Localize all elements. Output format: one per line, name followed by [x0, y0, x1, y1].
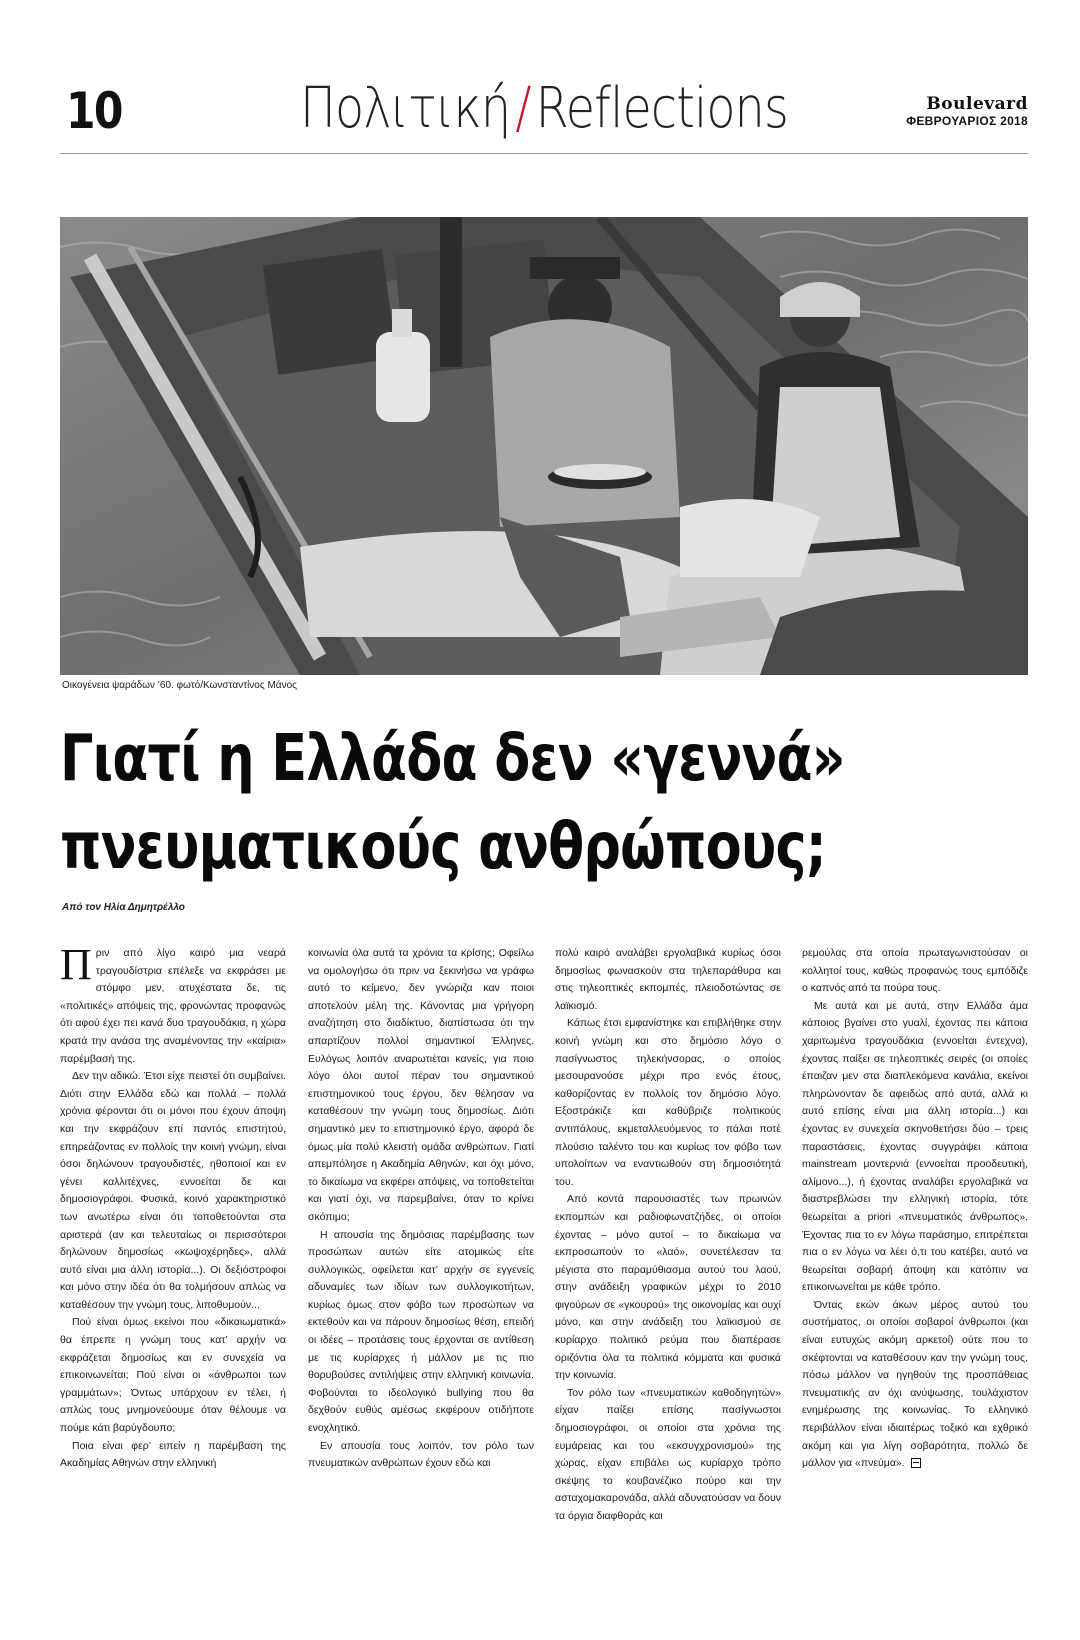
section-title-left: Πολιτική	[300, 76, 511, 141]
masthead	[906, 96, 1028, 127]
headline-line-1: Γιατί η Ελλάδα δεν «γεννά»	[60, 722, 845, 796]
paragraph: πολύ καιρό αναλάβει εργολαβικά κυρίως όσοι δημοσίως φωνασκούν στα τηλεπαράθυρα και στις τηλεοπτικές εκπομπές, πλειοδοτώντας σε λαϊκισμό.	[555, 947, 781, 1012]
photo-caption: Οικογένεια ψαράδων ’60. φωτό/Κωνσταντίνος Μάνος	[62, 680, 297, 691]
page-header	[60, 72, 1028, 152]
paragraph: Πού είναι όμως εκείνοι που «δικαιωματικά» θα έπρεπε η γνώμη τους κατ’ αρχήν να εκφράζεται δημοσίως και εν συνεχεία να επικοινωνείται; Πού είναι οι «άνθρωποι των γραμμάτων»; Όντως υπάρχουν εν τέλει, ή απλώς τους μνημονεύουμε όταν θέλουμε να πούμε κάτι βαρύγδουπο;	[60, 1316, 286, 1435]
paragraph: κοινωνία όλα αυτά τα χρόνια τα κρίσης; Οφείλω να ομολογήσω ότι πριν να ξεκινήσω να γράφω αυτό το κείμενο, δεν γνώριζα καν ποιοι αποτελούν μέλη της. Κάνοντας μια γρήγορη αναζήτηση στο διαδίκτυο, διαπίστωσα ότι την απαρτίζουν πολλοί σημαντικοί Έλληνες. Ευλόγως λοιπόν αναρωτιέται κανείς, για ποιο λόγο όλοι αυτοί πέραν του σημαντικού επιστημονικού τους έργου, δεν θέλησαν να καταθέσουν την γνώμη τους δημοσίως. Διότι σημαντικό μεν το επιστημονικό έργο, αφορά δε όμως μία πολύ κλειστή ομάδα ανθρώπων. Γιατί απεμπόλησε η Ακαδημία Αθηνών, και όχι μόνο, το δικαίωμα να εκφέρει απόψεις, να τοποθετείται και γιατί όχι, να παρεμβαίνει, όταν το κρίνει σκόπιμο;	[308, 947, 534, 1223]
column-4	[802, 945, 1028, 1473]
masthead-brand: Boulevard	[926, 94, 1028, 114]
paragraph: Όντας εκών άκων μέρος αυτού του συστήματος, οι οποίοι σοβαροί άνθρωποι (και είναι ευτυχώς ακόμη αρκετοί) ούτε που το σκέφτονται να καταθέσουν καν την γνώμη τους, πόσω μάλλον να ηγηθούν της προσπάθειας πνευματικής αν όχι ανύψωσης, τουλάχιστον ενημέρωσης της κοινωνίας. Το ελληνικό περιβάλλον είναι ιδιαιτέρως τοξικό και εχθρικό ακόμη και για λίγη σοβαρότητα, πολλώ δε μάλλον για «πνεύμα».	[802, 1298, 1028, 1470]
paragraph: Με αυτά και με αυτά, στην Ελλάδα άμα κάποιος βγαίνει στο γυαλί, έχοντας πει κάποια χαριτωμένα τραγουδάκια (εννοείται έντεχνα), έχοντας παίξει σε τηλεοπτικές σειρές (οι οποίες έπαιζαν μεν στα διαπλεκόμενα κανάλια, εκείνοι πληρώνονταν δε αφειδώς από αυτά, αλλά κι αυτό επίσης είναι μια άλλη ιστορία...) και έχοντας εν συνεχεία σκηνοθετήσει δύο – τρεις παραστάσεις, έχοντας συγγράψει κάποια mainstream μοντερνιά (εννοείται προοδευτική, αλίμονο...), ή έχοντας αναλάβει εργολαβικά να διαστρεβλώσει την ελληνική ιστορία, τότε θεωρείται a priori «πνευματικός άνθρωπος». Έχοντας πια το εν λόγω παράσημο, επιτρέπεται πια ο εν λόγω να λέει ό,τι του κατέβει, αυτό να θεωρείται σοβαρή άποψη και κατόπιν να επικοινωνείται με κάθε τρόπο.	[802, 999, 1028, 1294]
section-separator: /	[515, 76, 531, 141]
column-1	[60, 940, 286, 1473]
section-title-right: Reflections	[535, 76, 788, 141]
end-of-article-icon	[911, 1458, 921, 1468]
paragraph: Η απουσία της δημόσιας παρέμβασης των προσώπων αυτών είτε ατομικώς είτε συλλογικώς, οφείλεται κατ’ αρχήν σε εγγενείς αδυναμίες των ιδίων των συλλογικοτήτων, κυρίως όμως στον φόβο των προσώπων να εκτεθούν και να πάρουν δημοσίως θέση, επειδή οι ιδέες – προτάσεις τους έρχονται σε αντίθεση με τις κυρίαρχες ή μάλλον με τις πιο θορυβούσες αντιλήψεις στην ελληνική κοινωνία. Φοβούνται το ιδεολογικό bullying που θα δεχθούν ευθύς αμέσως εκφέρουν οτιδήποτε ενοχλητικό.	[308, 1228, 534, 1435]
drop-cap: Π	[60, 940, 92, 989]
issue-date: ΦΕΒΡΟΥΑΡΙΟΣ 2018	[906, 114, 1028, 128]
byline: Από τον Ηλία Δημητρέλλο	[62, 902, 185, 913]
paragraph: Πριν από λίγο καιρό μια νεαρά τραγουδίστρια επέλεξε να εκφράσει με στόμφο μεν, ατυχέστατα δε, τις «πολιτικές» απόψεις της, φρονώντας προφανώς ότι αφού έχει πει κανά δυο τραγουδάκια, η χώρα κρατά την ανάσα της αναμένοντας την «καίρια» παρέμβασή της.	[60, 940, 286, 1065]
paragraph: Από κοντά παρουσιαστές των πρωινών εκπομπών και ραδιοφωνατζήδες, οι οποίοι έχοντας – μόνο αυτοί – το δικαίωμα να εκπροσωπούν το «λαό», συνετέλεσαν τα μέγιστα στο παραμύθιασμα αυτού του λαού, στην ανάδειξη γραφικών μέχρι το 2010 φιγούρων σε «γκουρού» της οικονομίας και ουχί μόνο, και στην ανάδειξη του λαϊκισμού σε κυρίαρχο πολιτικό ρεύμα που διαπέρασε οριζόντια όλα τα πολιτικά κόμματα και φυσικά την κοινωνία.	[555, 1193, 781, 1382]
headline-line-2: πνευματικούς ανθρώπους;	[60, 810, 826, 884]
paragraph: Εν απουσία τους λοιπόν, τον ρόλο των πνευματικών ανθρώπων έχουν εδώ και	[308, 1439, 534, 1470]
section-title	[300, 76, 788, 141]
paragraph: Δεν την αδικώ. Έτσι είχε πειστεί ότι συμβαίνει. Διότι στην Ελλάδα εδώ και πολλά – πολλά χρόνια φέρονται ότι οι μόνοι που έχουν άποψη και την εκφράζουν επί παντός επιστητού, επηρεάζοντας εν πολλοίς την κοινή γνώμη, είναι όσοι δηλώνουν τραγουδιστές, ηθοποιοί και εν γένει καλλιτέχνες, εννοείται δε και δημοσιογράφοι. Φυσικά, κοινό χαρακτηριστικό των ανωτέρω είναι ότι τοποθετούνται στα αριστερά (αν και τελευταίως οι περισσότεροι δηλώνουν δημοσίως «κωψοχέρηδες», αλλά αυτό είναι μια άλλη ιστορία...). Οι δεξιόστροφοι και μόνο στην ιδέα ότι θα τολμήσουν απλώς να καταθέσουν την γνώμη τους, λιποθυμούν...	[60, 1070, 286, 1311]
column-2	[308, 945, 534, 1473]
header-divider	[60, 153, 1028, 154]
paragraph: ρεμούλας στα οποία πρωταγωνιστούσαν οι κολλητοί τους, καθώς προφανώς τους εμπόδιζε ο καπνός από τα πούρα τους.	[802, 947, 1028, 995]
article-headline	[60, 715, 845, 891]
paragraph: Τον ρόλο των «πνευματικών καθοδηγητών» είχαν παίξει επίσης πασίγνωστοι δημοσιογράφοι, οι οποίοι στα χρόνια της ευμάρειας και του «εκσυγχρονισμού» της χώρας, είχαν επιβάλει ως κυρίαρχο τρόπο σκέψης το κουβανέζικο πούρο και την ασταχομακαρονάδα, αλλά αδυνατούσαν να δουν τα όργια διαφθοράς και	[555, 1386, 781, 1522]
column-3	[555, 945, 781, 1526]
paragraph: Ποια είναι φερ’ ειπείν η παρέμβαση της Ακαδημίας Αθηνών στην ελληνική	[60, 1439, 286, 1470]
fishing-family-photo	[60, 217, 1028, 675]
article-body	[60, 940, 1028, 1585]
page-number: 10	[66, 82, 122, 140]
article-photo	[60, 217, 1028, 675]
paragraph: Κάπως έτσι εμφανίστηκε και επιβλήθηκε στην κοινή γνώμη και στο δημόσιο λόγο ο πασίγνωστος τηλεκήνσορας, ο οποίος μεσουρανούσε μέχρι προ ενός έτους, καθορίζοντας εν πολλοίς τον δημόσιο λόγο. Εξοστράκιζε και καθύβριζε πολιτικούς αντιπάλους, εκμεταλλευόμενος το πάλαι ποτέ πλούσιο ταλέντο του και κυρίως τον φόβο των υπολοίπων να εναντιωθούν στη δημοσιότητά του.	[555, 1017, 781, 1188]
